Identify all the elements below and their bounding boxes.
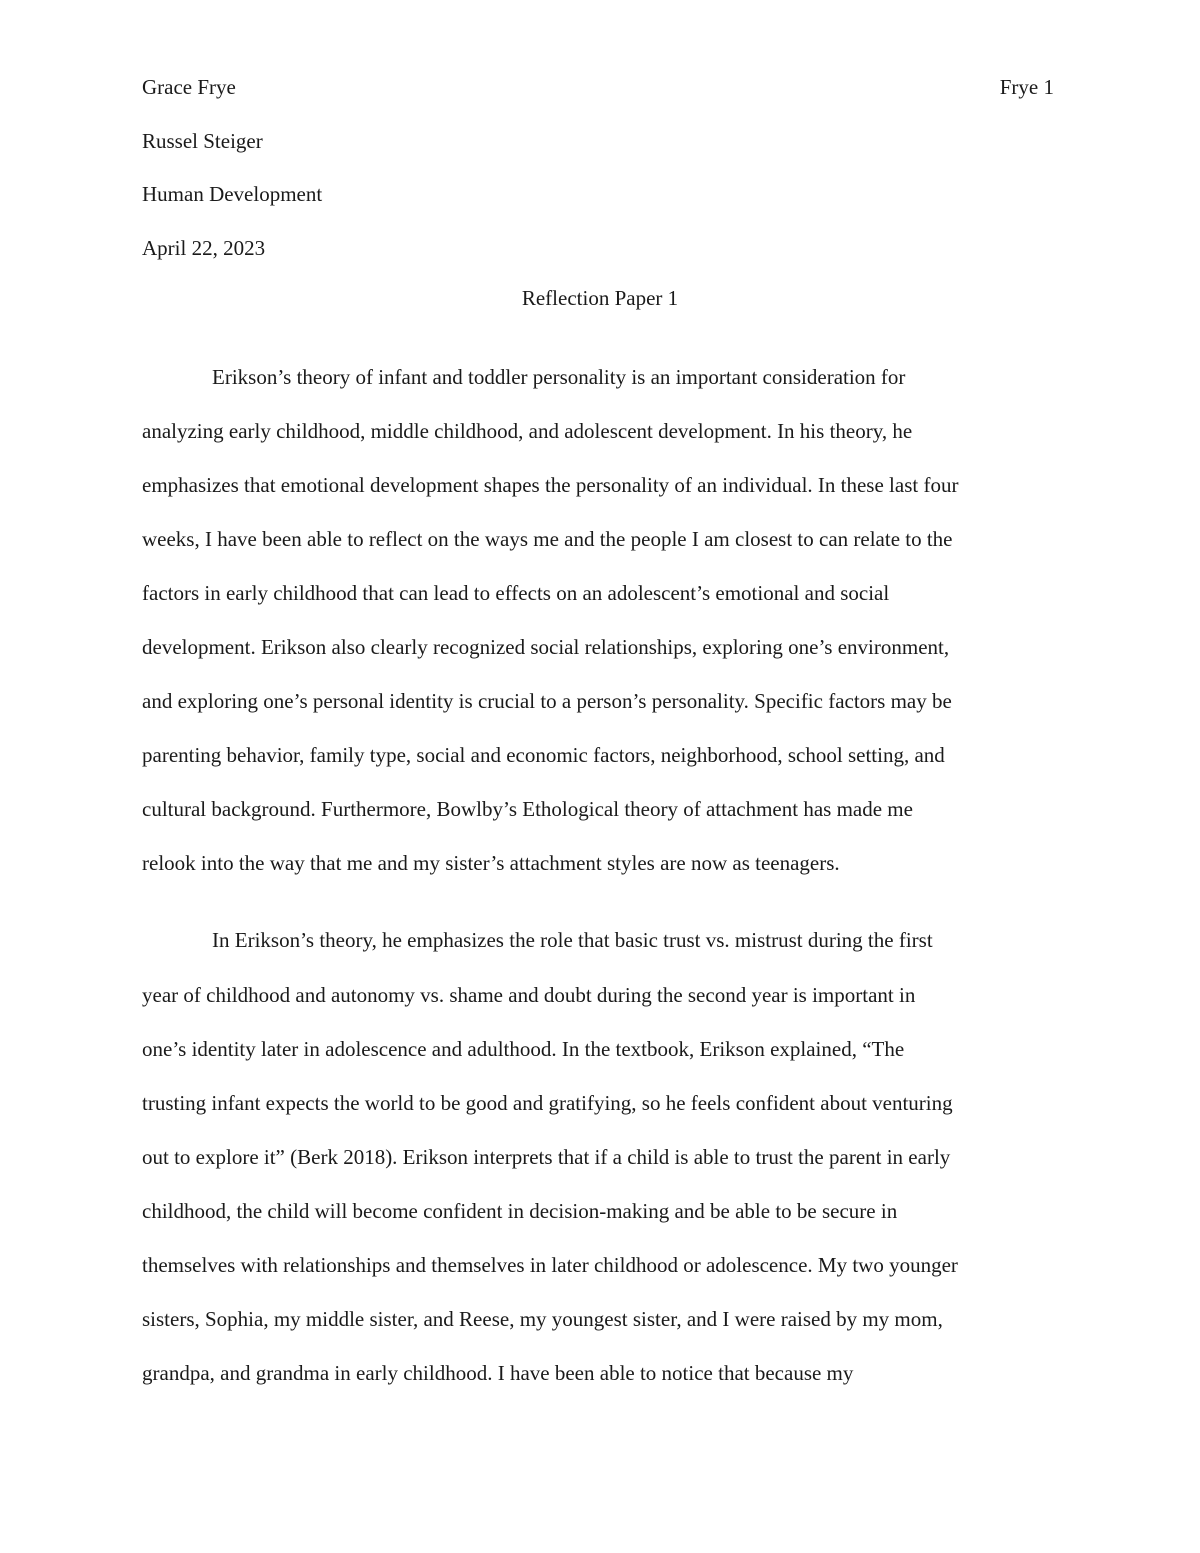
course-name: Human Development bbox=[142, 182, 323, 207]
heading-block bbox=[142, 72, 1058, 286]
body-line: weeks, I have been able to reflect on the ways me and the people I am closest to can relate to the bbox=[142, 527, 953, 551]
body-line: analyzing early childhood, middle childhood, and adolescent development. In his theory, he bbox=[142, 419, 913, 443]
body-line: childhood, the child will become confident in decision-making and be able to be secure in bbox=[142, 1199, 898, 1223]
body-line: out to explore it” (Berk 2018). Erikson interprets that if a child is able to trust the parent in early bbox=[142, 1145, 951, 1169]
body-line: themselves with relationships and themselves in later childhood or adolescence. My two younger bbox=[142, 1253, 958, 1277]
body-line: grandpa, and grandma in early childhood. I have been able to notice that because my bbox=[142, 1361, 854, 1385]
body-line: In Erikson’s theory, he emphasizes the role that basic trust vs. mistrust during the first bbox=[212, 928, 933, 952]
body-line: and exploring one’s personal identity is crucial to a person’s personality. Specific factors may be bbox=[142, 689, 952, 713]
body-line: year of childhood and autonomy vs. shame and doubt during the second year is important in bbox=[142, 983, 916, 1007]
body-line: relook into the way that me and my sister’s attachment styles are now as teenagers. bbox=[142, 851, 840, 875]
body-line: development. Erikson also clearly recognized social relationships, exploring one’s environment, bbox=[142, 635, 950, 659]
body-line: Erikson’s theory of infant and toddler personality is an important consideration for bbox=[212, 365, 906, 389]
body-line: emphasizes that emotional development shapes the personality of an individual. In these last four bbox=[142, 473, 959, 497]
body-line: factors in early childhood that can lead to effects on an adolescent’s emotional and social bbox=[142, 581, 890, 605]
body-line: trusting infant expects the world to be good and gratifying, so he feels confident about venturing bbox=[142, 1091, 953, 1115]
body-line: one’s identity later in adolescence and adulthood. In the textbook, Erikson explained, “The bbox=[142, 1037, 905, 1061]
body-line: parenting behavior, family type, social and economic factors, neighborhood, school setting, and bbox=[142, 743, 945, 767]
paper-title: Reflection Paper 1 bbox=[521, 286, 679, 310]
body-line: sisters, Sophia, my middle sister, and Reese, my youngest sister, and I were raised by my mom, bbox=[142, 1307, 943, 1331]
author-name: Grace Frye bbox=[142, 75, 236, 99]
paper-date: April 22, 2023 bbox=[142, 235, 266, 260]
instructor-name: Russel Steiger bbox=[142, 128, 263, 153]
body-line: cultural background. Furthermore, Bowlby’s Ethological theory of attachment has made me bbox=[142, 797, 913, 821]
running-head: Frye 1 bbox=[999, 75, 1054, 99]
